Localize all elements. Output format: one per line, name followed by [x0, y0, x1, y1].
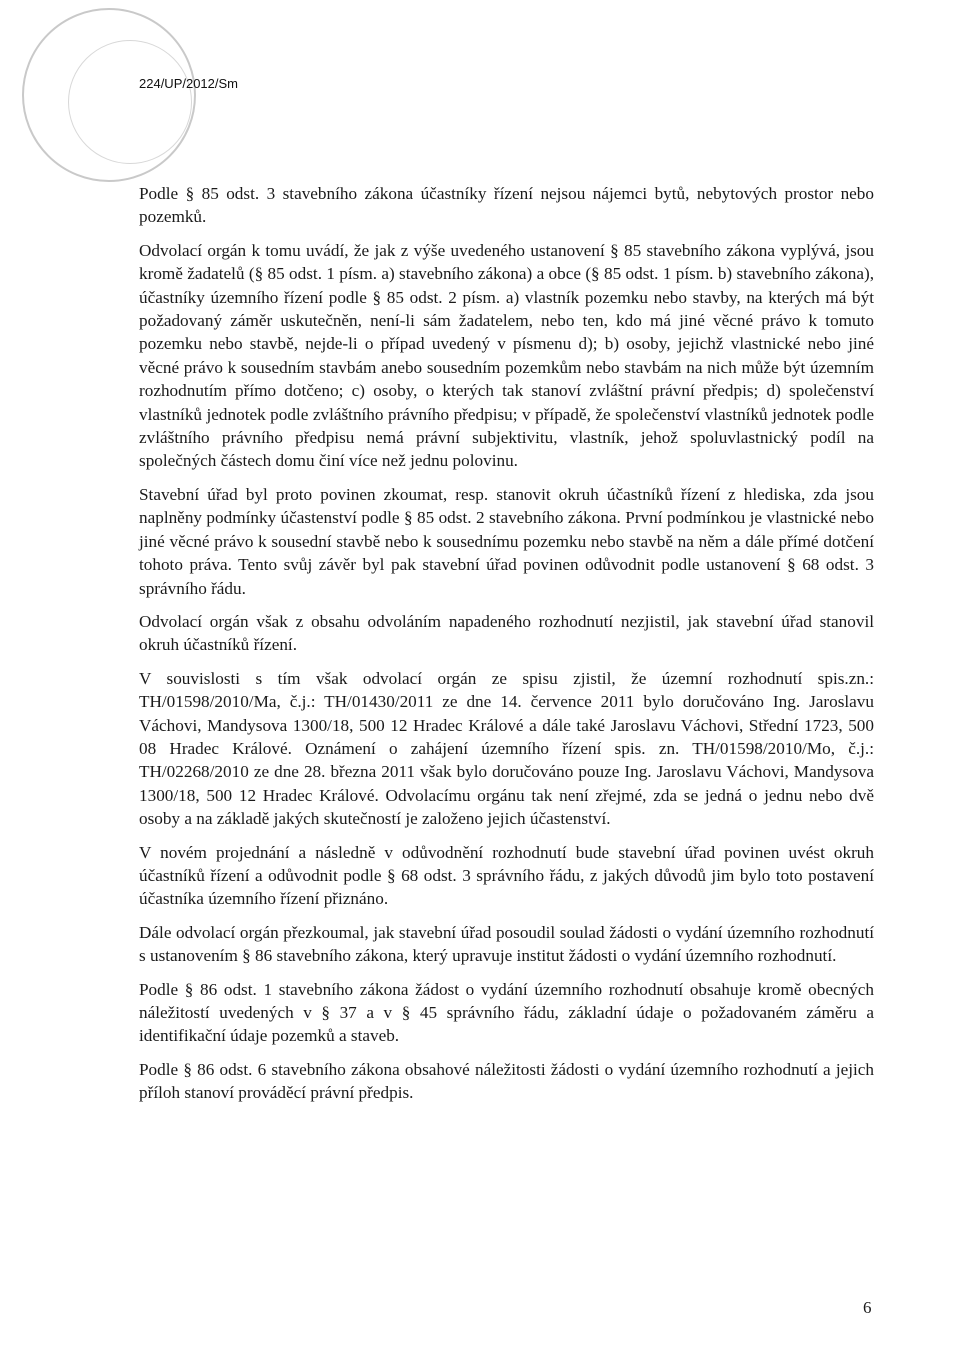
paragraph-2: Odvolací orgán k tomu uvádí, že jak z výše uvedeného ustanovení § 85 stavebního zákona vyplývá, jsou kromě žadatelů (§ 85 odst. 1 písm. a) stavebního zákona) a obce (§ 85 odst. 1 písm. b) stavebního zákona), účastníky územního řízení podle § 85 odst. 2 písm. a) vlastník pozemku nebo stavby, na kterých má být požadovaný záměr uskutečněn, není-li sám žadatelem, nebo ten, kdo má jiné věcné právo k tomuto pozemku nebo stavbě, nejde-li o případ uvedený v písmenu d); b) osoby, jejichž vlastnické nebo jiné věcné právo k sousedním stavbám anebo sousedním pozemkům nebo stavbám na nich může být územním rozhodnutím přímo dotčeno; c) osoby, o kterých tak stanoví zvláštní právní předpis; d) společenství vlastníků jednotek podle zvláštního právního předpisu; v případě, že společenství vlastníků jednotek podle zvláštního právního předpisu nemá právní subjektivitu, vlastník, jehož spoluvlastnický podíl na společných částech domu činí více než jednu polovinu. [139, 240, 874, 471]
stamp-inner-ring [68, 40, 192, 164]
page-number: 6 [863, 1298, 872, 1317]
paragraph-1: Podle § 85 odst. 3 stavebního zákona účastníky řízení nejsou nájemci bytů, nebytových prostor nebo pozemků. [139, 184, 874, 227]
paragraph-3: Stavební úřad byl proto povinen zkoumat, resp. stanovit okruh účastníků řízení z hlediska, zda jsou naplněny podmínky účastenství podle § 85 odst. 2 stavebního zákona. První podmínkou je vlastnické nebo jiné věcné právo k sousední stavbě nebo k sousednímu pozemku nebo stavbě na něm a dále přímé dotčení tohoto práva. Tento svůj závěr byl pak stavební úřad povinen odůvodnit podle ustanovení § 68 odst. 3 správního řádu. [139, 484, 874, 598]
paragraph-4: Odvolací orgán však z obsahu odvoláním napadeného rozhodnutí nezjistil, jak stavební úřad stanovil okruh účastníků řízení. [139, 611, 874, 655]
stamp-watermark [22, 8, 196, 182]
paragraph-8: Podle § 86 odst. 1 stavebního zákona žádost o vydání územního rozhodnutí obsahuje kromě obecných náležitostí uvedených v § 37 a v § 45 správního řádu, základní údaje o požadovaném záměru a identifikační údaje pozemků a staveb. [139, 979, 874, 1046]
paragraph-9: Podle § 86 odst. 6 stavebního zákona obsahové náležitosti žádosti o vydání územního rozhodnutí a jejich příloh stanoví prováděcí právní předpis. [139, 1059, 874, 1103]
paragraph-5: V souvislosti s tím však odvolací orgán ze spisu zjistil, že územní rozhodnutí spis.zn.: TH/01598/2010/Ma, č.j.: TH/01430/2011 ze dne 14. července 2011 bylo doručováno Ing. Jaroslavu Váchovi, Mandysova 1300/18, 500 12 Hradec Králové a dále také Jaroslavu Váchovi, Střední 1723, 500 08 Hradec Králové. Oznámení o zahájení územního řízení spis. zn. TH/01598/2010/Mo, č.j.: TH/02268/2010 ze dne 28. března 2011 však bylo doručováno pouze Ing. Jaroslavu Váchovi, Mandysova 1300/18, 500 12 Hradec Králové. Odvolacímu orgánu tak není zřejmé, zda se jedná o jednu nebo dvě osoby a na základě jakých skutečností je založeno jejich účastenství. [139, 668, 874, 829]
paragraph-6: V novém projednání a následně v odůvodnění rozhodnutí bude stavební úřad povinen uvést okruh účastníků řízení a odůvodnit podle § 68 odst. 3 správního řádu, z jakých důvodů jim bylo toto postavení účastníka územního řízení přiznáno. [139, 842, 874, 909]
paragraph-7: Dále odvolací orgán přezkoumal, jak stavební úřad posoudil soulad žádosti o vydání územního rozhodnutí s ustanovením § 86 stavebního zákona, který upravuje institut žádosti o vydání územního rozhodnutí. [139, 922, 874, 966]
reference-number: 224/UP/2012/Sm [139, 76, 239, 91]
document-body [139, 182, 874, 1115]
